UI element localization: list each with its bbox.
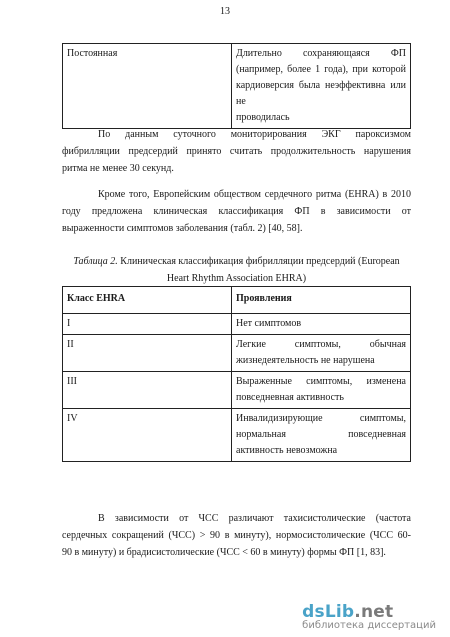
description-line: Инвалидизирующие симптомы,	[236, 413, 406, 424]
continuation-table	[62, 43, 411, 129]
logo-subtitle: библиотека диссертаций	[302, 620, 436, 631]
paragraph-line: году предложена клиническая классификация ФП в зависимости от	[62, 206, 411, 217]
description-line: Выраженные симптомы, изменена	[236, 376, 406, 387]
paragraph-line: сердечных сокращений (ЧСС) > 90 в минуту), нормосистолические (ЧСС 60-	[62, 530, 411, 541]
description-line: Нет симптомов	[236, 318, 302, 329]
description-cell	[232, 335, 411, 372]
description-line: жизнедеятельность не нарушена	[236, 355, 375, 366]
caption-label: Таблица 2.	[73, 256, 118, 267]
paragraph-2	[62, 186, 411, 237]
caption-line-1	[62, 253, 411, 270]
paragraph-3	[62, 510, 411, 561]
table-row	[63, 409, 411, 462]
class-cell: III	[63, 372, 232, 409]
class-cell: Постоянная	[63, 44, 232, 129]
paragraph-line: фибрилляции предсердий принято считать продолжительность нарушения	[62, 146, 411, 157]
table-row	[63, 44, 411, 129]
paragraph-line: ритма не менее 30 секунд.	[62, 163, 174, 174]
table-row	[63, 335, 411, 372]
paragraph-line: выраженности симптомов заболевания (табл. 2) [40, 58].	[62, 223, 303, 234]
column-header: Проявления	[232, 287, 411, 314]
page-number: 13	[220, 6, 230, 17]
table-caption	[62, 253, 411, 287]
table-row	[63, 314, 411, 335]
paragraph-line: По данным суточного мониторирования ЭКГ пароксизмом	[98, 129, 411, 140]
table-header-row	[63, 287, 411, 314]
caption-text: Клиническая классификация фибрилляции предсердий (European	[117, 256, 400, 267]
description-line: проводилась	[236, 112, 290, 123]
ehra-table	[62, 286, 411, 462]
description-line: нормальная повседневная	[236, 429, 406, 440]
description-line: активность невозможна	[236, 445, 338, 456]
class-cell: IV	[63, 409, 232, 462]
dslib-watermark	[302, 602, 436, 631]
description-cell	[232, 44, 411, 129]
description-cell	[232, 314, 411, 335]
description-cell	[232, 409, 411, 462]
description-line: повседневная активность	[236, 392, 344, 403]
paragraph-1	[62, 126, 411, 177]
paragraph-line: Кроме того, Европейским обществом сердечного ритма (EHRA) в 2010	[98, 189, 411, 200]
paragraph-line: 90 в минуту) и брадисистолические (ЧСС < 60 в минуту) формы ФП [1, 83].	[62, 547, 386, 558]
logo-tld: .net	[354, 602, 394, 622]
dslib-logo	[302, 602, 436, 622]
description-line: Легкие симптомы, обычная	[236, 339, 406, 350]
description-line: кардиоверсия была неэффективна или не	[236, 80, 406, 107]
column-header: Класс EHRA	[63, 287, 232, 314]
logo-main: dsLib	[302, 602, 355, 622]
class-cell: I	[63, 314, 232, 335]
description-cell	[232, 372, 411, 409]
class-cell: II	[63, 335, 232, 372]
description-line: (например, более 1 года), при которой	[236, 64, 406, 75]
caption-line-2: Heart Rhythm Association EHRA)	[166, 273, 307, 284]
paragraph-line: В зависимости от ЧСС различают тахисистолические (частота	[98, 513, 411, 524]
table-row	[63, 372, 411, 409]
description-line: Длительно сохраняющаяся ФП	[236, 48, 406, 59]
